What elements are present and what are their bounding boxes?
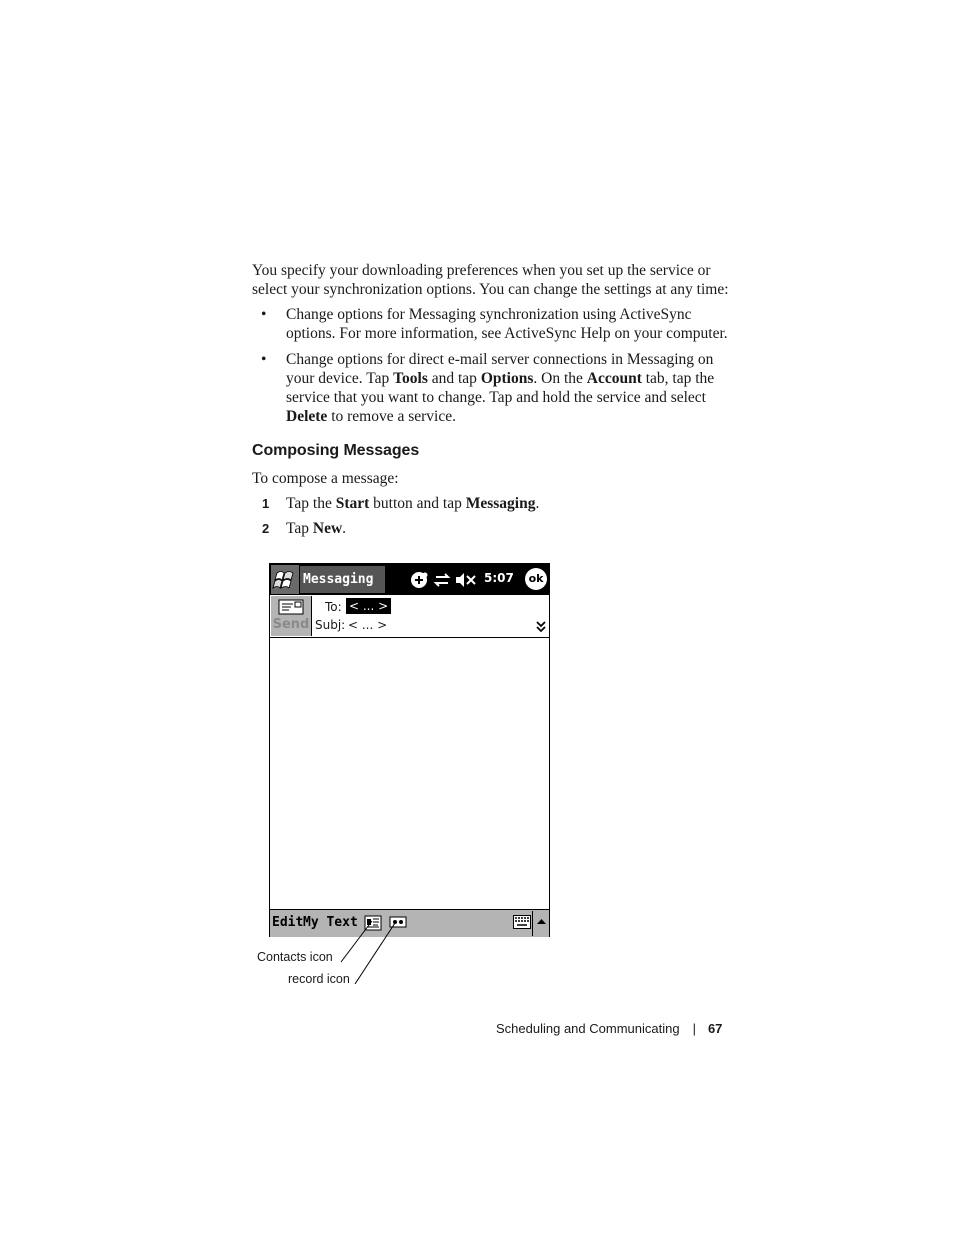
bullet-text: Change options for direct e-mail server connections in Messaging on your device. Tap — [286, 351, 714, 387]
menu-my-text[interactable]: My Text — [303, 915, 358, 930]
footer-section: Scheduling and Communicating — [496, 1021, 680, 1036]
subject-label: Subj: — [315, 618, 346, 632]
step-number: 2 — [262, 521, 270, 536]
step-text: Tap — [286, 520, 313, 537]
step-number: 1 — [262, 496, 270, 511]
app-title: Messaging — [300, 566, 385, 593]
bullet-text: . On the — [533, 370, 587, 387]
ui-term-account: Account — [586, 370, 642, 387]
intro-paragraph: You specify your downloading preferences when you set up the service or select your synchronization options. You can change the settings at any time: — [252, 262, 729, 298]
step-text: button and tap — [369, 495, 466, 512]
bullet-text: tab, tap the service that you want to change. Tap and hold the service and select — [286, 370, 715, 406]
callout-record-icon: record icon — [288, 972, 350, 986]
bullet-text: and tap — [427, 370, 481, 387]
callout-contacts-icon: Contacts icon — [257, 950, 333, 964]
footer-separator: | — [692, 1021, 696, 1036]
to-field[interactable]: < ... > — [346, 598, 391, 614]
subject-field[interactable]: < ... > — [348, 618, 388, 632]
ui-term-messaging: Messaging — [465, 495, 536, 512]
section-heading: Composing Messages — [252, 442, 420, 459]
bullet-text: Change options for Messaging synchronization using ActiveSync options. For more information, see ActiveSync Help on your computer. — [286, 306, 728, 342]
send-label: Send — [272, 617, 310, 632]
page-number: 67 — [707, 1021, 723, 1036]
ui-term-start: Start — [335, 495, 370, 512]
page-footer — [496, 1021, 722, 1036]
ui-term-options: Options — [480, 370, 534, 387]
ok-button[interactable]: ok — [525, 568, 547, 590]
bullet-text: to remove a service. — [327, 408, 456, 425]
lead-text: To compose a message: — [252, 470, 399, 487]
step-text: Tap the — [286, 495, 336, 512]
menu-edit[interactable]: Edit — [272, 915, 304, 930]
ui-term-new: New — [312, 520, 343, 537]
clock-time[interactable]: 5:07 — [484, 571, 514, 585]
bullet-marker: • — [261, 351, 267, 368]
to-label: To: — [325, 600, 342, 614]
step-text: . — [342, 520, 347, 537]
ui-term-tools: Tools — [393, 370, 428, 387]
step-text: . — [535, 495, 540, 512]
ui-term-delete: Delete — [286, 408, 328, 425]
bullet-marker: • — [261, 306, 267, 323]
